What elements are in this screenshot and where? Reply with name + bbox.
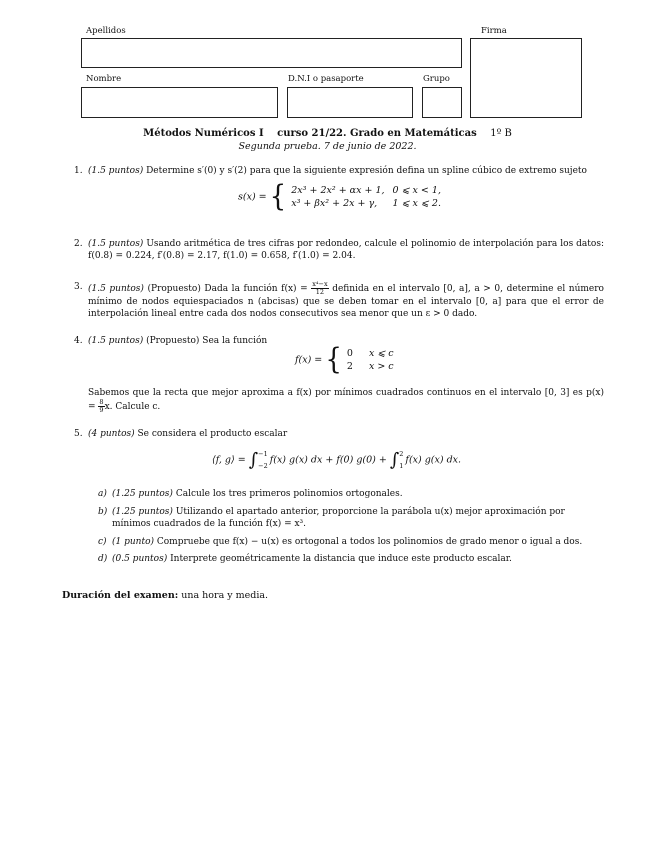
subitem-b xyxy=(98,506,604,530)
spline-equation xyxy=(238,180,447,214)
question-text: (Propuesto) Dada la función f(x) = xyxy=(147,284,308,294)
subitem-text: Utilizando el apartado anterior, proporcione la parábola u(x) mejor aproximación por mínimos cuadrados de la función f(x) = x³. xyxy=(112,507,565,529)
dni-label: D.N.I o pasaporte xyxy=(288,74,364,84)
question-points: (1.5 puntos) xyxy=(88,284,144,294)
integrand: f(x) g(x) dx. xyxy=(405,454,462,466)
integral-limits xyxy=(399,448,403,472)
grupo-field[interactable] xyxy=(422,87,462,118)
subitem-points: (1.25 puntos) xyxy=(112,507,173,517)
case-1: 2x³ + 2x² + αx + 1, xyxy=(291,185,385,196)
course-group: 1º B xyxy=(490,128,512,139)
subitem-text: Calcule los tres primeros polinomios ortogonales. xyxy=(175,489,403,499)
question-points: (1.5 puntos) xyxy=(88,166,144,176)
question-5 xyxy=(74,428,604,440)
nombre-label: Nombre xyxy=(86,74,122,84)
subitem-c xyxy=(98,536,604,548)
course-name: Métodos Numéricos I xyxy=(143,128,264,139)
lower-limit: −2 xyxy=(258,462,268,470)
question-text-cont: x. Calcule c. xyxy=(104,402,161,412)
firma-label: Firma xyxy=(481,26,507,36)
question-text: Usando aritmética de tres cifras por redondeo, calcule el polinomio de interpolación para los datos: f(0.8) = 0.224, f′(0.8) = 2.17, f(1.0) = 0.658, f′(1.0) = 2.04. xyxy=(88,239,604,261)
equation-cases xyxy=(345,347,400,373)
integral-icon: ∫ xyxy=(389,449,400,471)
subitem-a xyxy=(98,488,604,500)
equation-lhs: f(x) = xyxy=(295,354,323,366)
case-1: 0 xyxy=(346,348,353,359)
exam-title xyxy=(0,128,655,139)
question-number: 3. xyxy=(74,282,83,292)
subitem-label: c) xyxy=(98,537,107,547)
question-text: Determine s′(0) y s′(2) para que la siguiente expresión defina un spline cúbico de extremo sujeto xyxy=(146,166,587,176)
equation-lhs: s(x) = xyxy=(238,191,267,203)
integral-limits xyxy=(258,448,268,472)
case-2: 2 xyxy=(346,361,353,372)
equation-cases xyxy=(289,184,447,210)
integrand: f(x) g(x) dx + f(0) g(0) + xyxy=(269,454,387,466)
condition-2: x > c xyxy=(368,361,394,372)
subitem-points: (0.5 puntos) xyxy=(112,554,168,564)
nombre-field[interactable] xyxy=(81,87,278,118)
piecewise-equation xyxy=(295,343,400,377)
fraction-denominator: 12 xyxy=(315,288,325,296)
condition-2: 1 ⩽ x ⩽ 2. xyxy=(392,198,441,209)
subitem-text: Interprete geométricamente la distancia que induce este producto escalar. xyxy=(170,554,512,564)
question-4-followup xyxy=(74,387,604,414)
subitem-label: b) xyxy=(98,507,108,517)
condition-1: x ⩽ c xyxy=(368,348,394,359)
subitem-d xyxy=(98,553,604,565)
course-year: curso 21/22. Grado en Matemáticas xyxy=(277,128,477,139)
question-text-cont: definida en el intervalo [0, a], a > 0, determine el número mínimo de nodos equiespaciados n (abcisas) que se deben tomar en el intervalo [0, a] para que el error de interpolación lineal entre cada dos nodos consecutivos sea menor que un ε > 0 dado. xyxy=(88,284,604,319)
lower-limit: 1 xyxy=(399,462,404,470)
fraction-numerator: x⁴−x xyxy=(312,280,328,288)
question-3 xyxy=(74,281,604,320)
condition-1: 0 ⩽ x < 1, xyxy=(392,185,441,196)
fraction-denominator: 9 xyxy=(99,406,104,414)
fraction-numerator: 8 xyxy=(99,398,104,406)
question-text: Sabemos que la recta que mejor aproxima a f(x) por mínimos cuadrados continuos en el intervalo [0, 3] es p(x) = xyxy=(88,388,604,412)
question-2 xyxy=(74,238,604,262)
left-brace-icon: { xyxy=(325,343,342,377)
firma-field[interactable] xyxy=(470,38,582,118)
fraction xyxy=(311,281,328,296)
exam-duration xyxy=(62,590,268,601)
inner-product-equation xyxy=(212,448,461,472)
question-text: Se considera el producto escalar xyxy=(137,429,288,439)
question-number: 5. xyxy=(74,429,83,439)
apellidos-field[interactable] xyxy=(81,38,462,68)
subitem-points: (1 punto) xyxy=(112,537,154,547)
question-points: (4 puntos) xyxy=(88,429,135,439)
question-number: 1. xyxy=(74,166,83,176)
case-2: x³ + βx² + 2x + γ, xyxy=(291,198,378,209)
question-text: (Propuesto) Sea la función xyxy=(146,336,268,346)
question-points: (1.5 puntos) xyxy=(88,336,144,346)
question-number: 2. xyxy=(74,239,83,249)
subitem-label: a) xyxy=(98,489,107,499)
upper-limit: −1 xyxy=(258,450,268,458)
integral-icon: ∫ xyxy=(248,449,259,471)
question-number: 4. xyxy=(74,336,83,346)
equation-lhs: ⟨f, g⟩ = xyxy=(212,454,246,466)
subitem-label: d) xyxy=(98,554,108,564)
duration-label: Duración del examen: xyxy=(62,590,179,601)
dni-field[interactable] xyxy=(287,87,413,118)
duration-value: una hora y media. xyxy=(181,590,269,601)
left-brace-icon: { xyxy=(269,180,287,214)
question-1 xyxy=(74,165,604,177)
upper-limit: 2 xyxy=(399,450,404,458)
grupo-label: Grupo xyxy=(423,74,450,84)
apellidos-label: Apellidos xyxy=(86,26,126,36)
subitem-text: Compruebe que f(x) − u(x) es ortogonal a todos los polinomios de grado menor o igual a dos. xyxy=(156,537,583,547)
question-points: (1.5 puntos) xyxy=(88,239,144,249)
subitem-points: (1.25 puntos) xyxy=(112,489,173,499)
exam-subtitle: Segunda prueba. 7 de junio de 2022. xyxy=(238,141,417,152)
